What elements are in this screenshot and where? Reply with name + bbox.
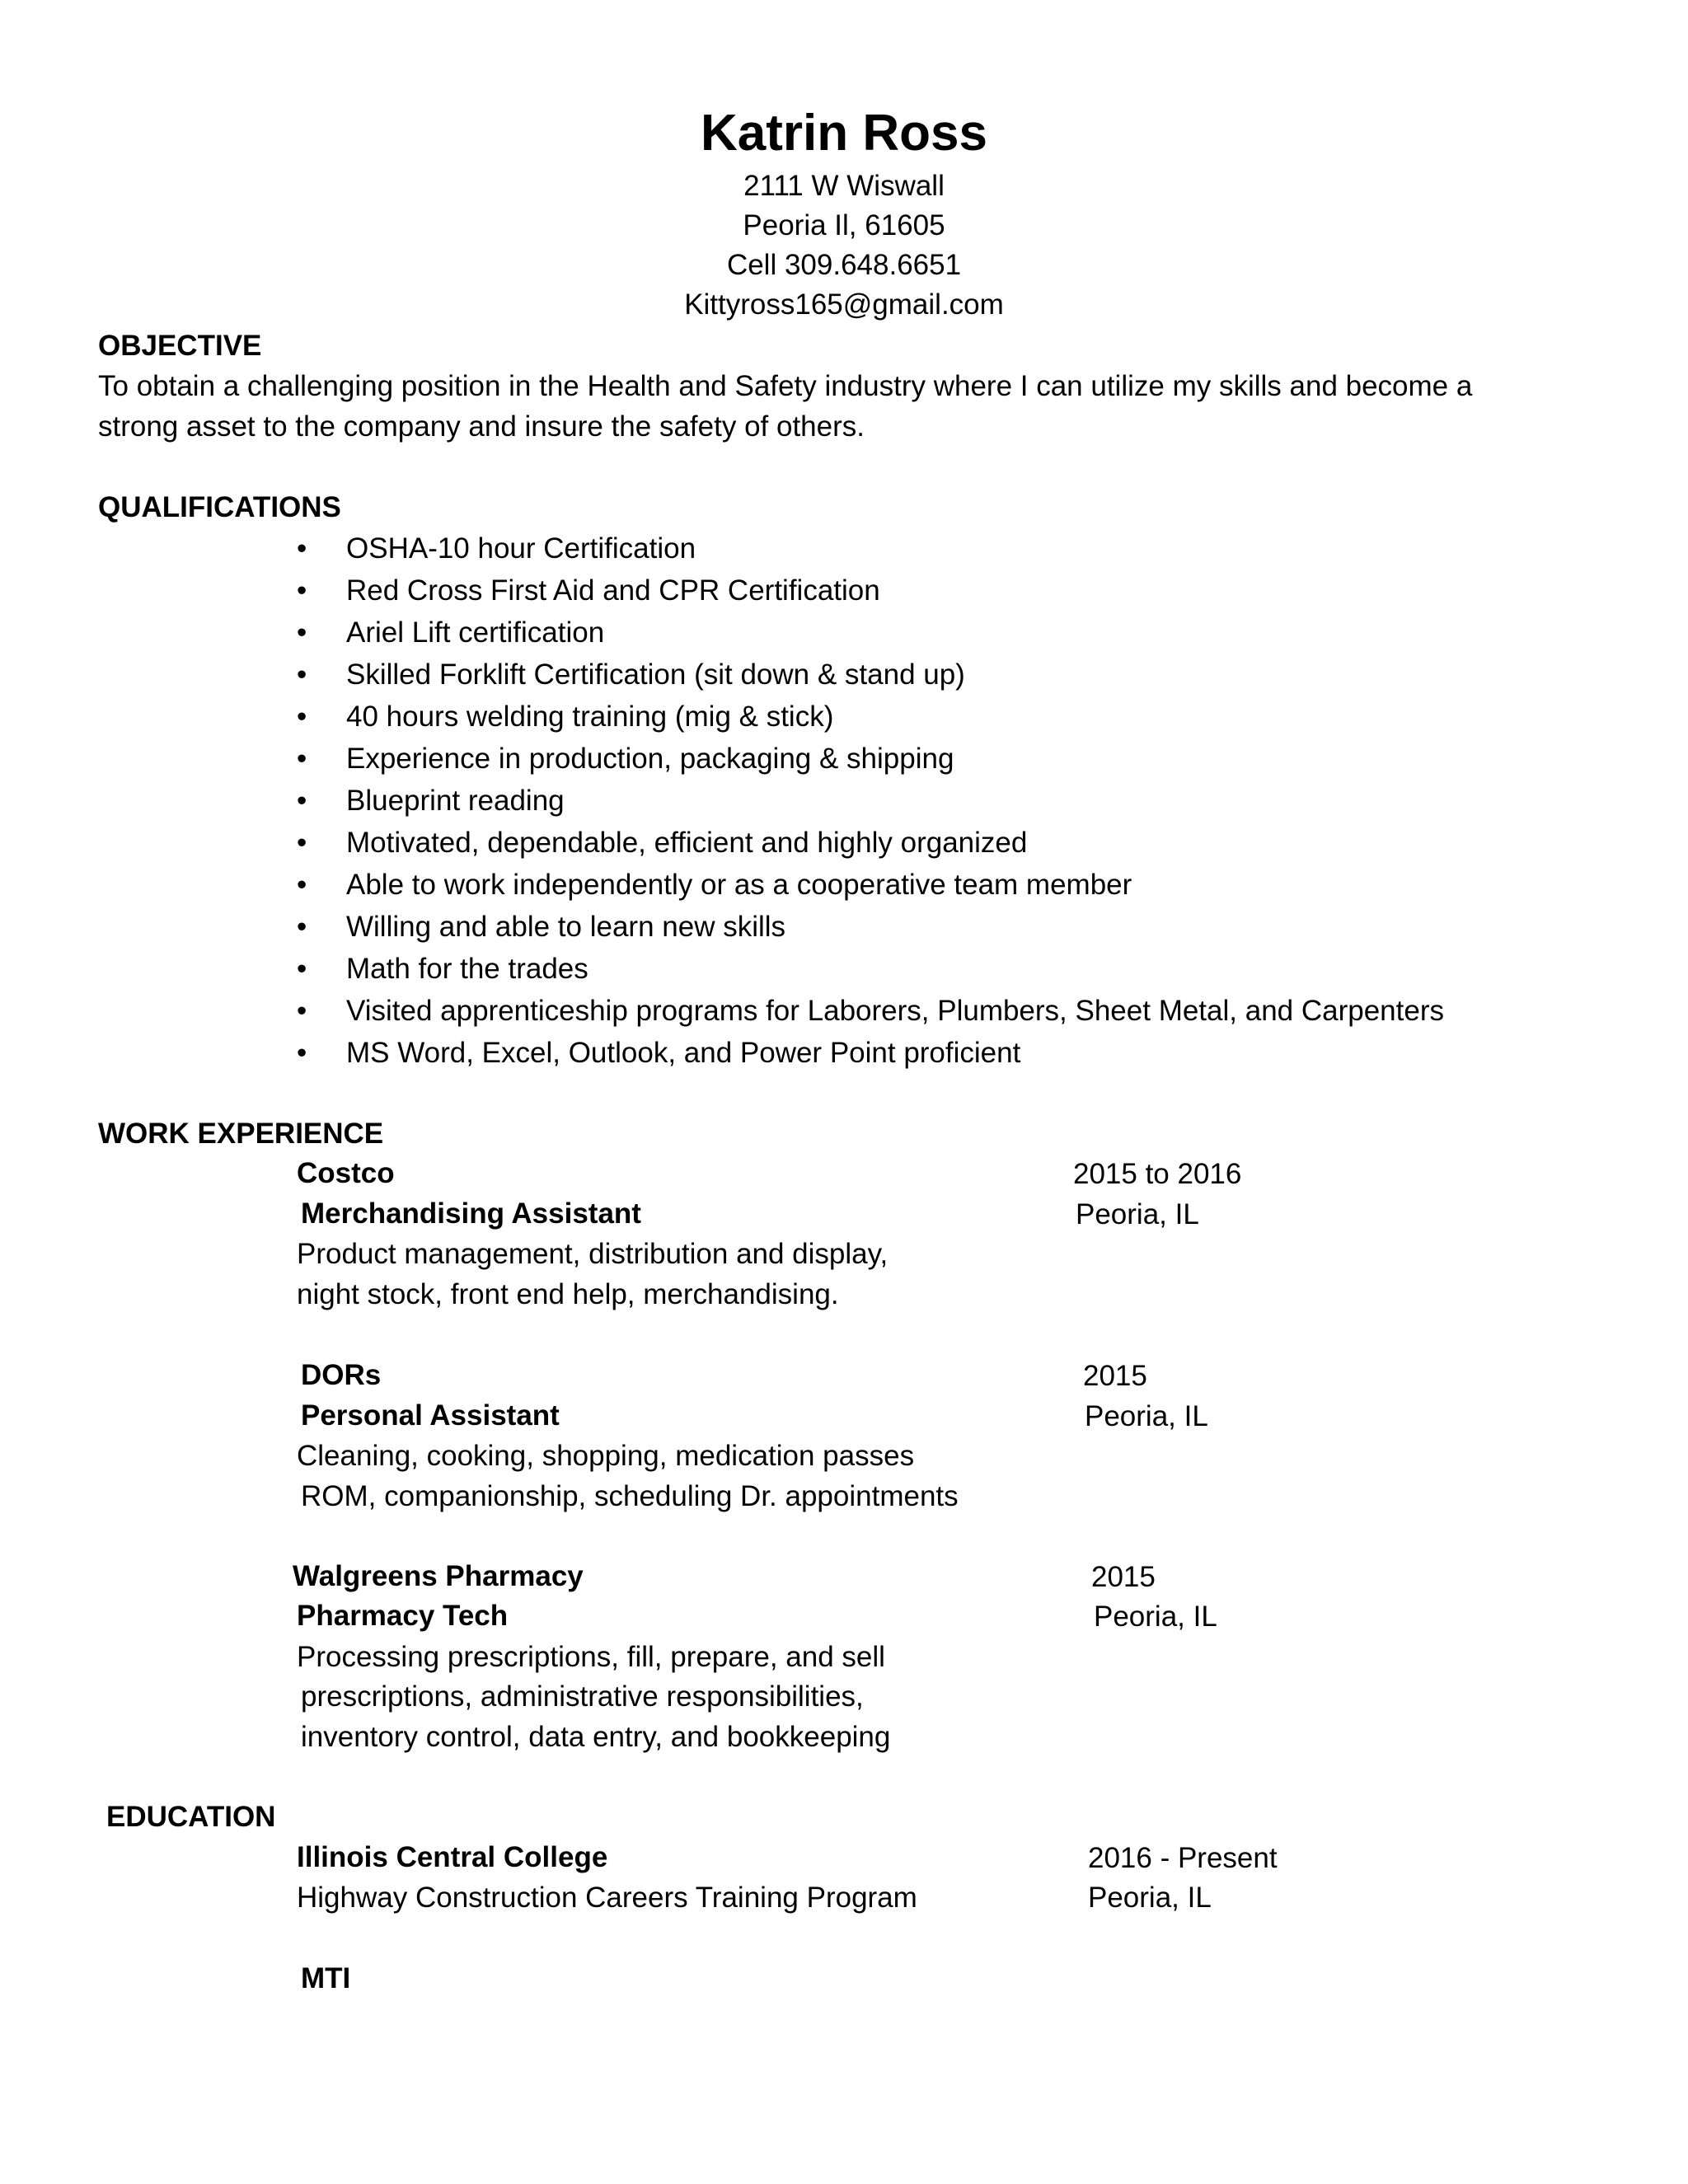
qualification-text: Motivated, dependable, efficient and highly organized	[346, 827, 1028, 859]
qualification-text: Blueprint reading	[346, 785, 565, 817]
bullet-icon: •	[297, 995, 307, 1027]
job-title: Merchandising Assistant	[301, 1197, 641, 1230]
qualification-text: Ariel Lift certification	[346, 616, 605, 649]
objective-heading: OBJECTIVE	[98, 330, 262, 362]
list-item	[297, 822, 1444, 864]
bullet-icon: •	[297, 953, 307, 985]
job-description-line: prescriptions, administrative responsibilities,	[301, 1680, 864, 1713]
bullet-icon: •	[297, 785, 307, 817]
bullet-icon: •	[297, 658, 307, 691]
job-description-line: Product management, distribution and display,	[297, 1238, 889, 1270]
qualification-text: MS Word, Excel, Outlook, and Power Point proficient	[346, 1037, 1021, 1069]
list-item	[297, 906, 1444, 948]
job-description-line: night stock, front end help, merchandising.	[297, 1278, 839, 1310]
email-address: Kittyross165@gmail.com	[684, 288, 1004, 321]
school-location: Peoria, IL	[1088, 1882, 1212, 1914]
bullet-icon: •	[297, 532, 307, 565]
school-name: MTI	[301, 1962, 351, 1994]
job-location: Peoria, IL	[1094, 1601, 1217, 1633]
list-item	[297, 738, 1444, 780]
school-program: Highway Construction Careers Training Program	[297, 1882, 917, 1914]
job-employer: Costco	[297, 1157, 395, 1189]
job-description-line: Cleaning, cooking, shopping, medication passes	[297, 1440, 915, 1472]
job-title: Pharmacy Tech	[297, 1600, 509, 1632]
list-item	[297, 527, 1444, 569]
qualification-text: OSHA-10 hour Certification	[346, 532, 696, 565]
education-heading: EDUCATION	[106, 1801, 276, 1833]
bullet-icon: •	[297, 911, 307, 943]
qualification-text: Math for the trades	[346, 953, 588, 985]
job-location: Peoria, IL	[1085, 1400, 1208, 1432]
qualification-text: 40 hours welding training (mig & stick)	[346, 701, 834, 733]
qualification-text: Experience in production, packaging & shipping	[346, 743, 954, 775]
bullet-icon: •	[297, 616, 307, 649]
job-dates: 2015	[1091, 1561, 1156, 1593]
bullet-icon: •	[297, 743, 307, 775]
job-description-line: ROM, companionship, scheduling Dr. appointments	[301, 1480, 959, 1512]
bullet-icon: •	[297, 869, 307, 901]
qualification-text: Visited apprenticeship programs for Laborers, Plumbers, Sheet Metal, and Carpenters	[346, 995, 1444, 1027]
school-dates: 2016 - Present	[1088, 1842, 1278, 1874]
job-description-line: Processing prescriptions, fill, prepare, and sell	[297, 1641, 885, 1673]
list-item	[297, 780, 1444, 822]
list-item	[297, 1032, 1444, 1074]
phone-number: Cell 309.648.6651	[726, 249, 962, 281]
list-item	[297, 654, 1444, 696]
objective-line-2: strong asset to the company and insure the safety of others.	[98, 410, 865, 443]
qualifications-heading: QUALIFICATIONS	[98, 491, 341, 523]
address-line-2: Peoria Il, 61605	[743, 209, 945, 241]
list-item	[297, 696, 1444, 738]
work-experience-heading: WORK EXPERIENCE	[98, 1118, 384, 1150]
job-employer: DORs	[301, 1359, 382, 1391]
job-dates: 2015	[1083, 1360, 1147, 1392]
job-title: Personal Assistant	[301, 1399, 560, 1432]
qualification-text: Red Cross First Aid and CPR Certification	[346, 574, 880, 607]
list-item	[297, 990, 1444, 1032]
qualifications-list	[297, 527, 1444, 1074]
bullet-icon: •	[297, 574, 307, 607]
bullet-icon: •	[297, 701, 307, 733]
job-employer: Walgreens Pharmacy	[293, 1560, 584, 1592]
qualification-text: Willing and able to learn new skills	[346, 911, 786, 943]
list-item	[297, 948, 1444, 990]
list-item	[297, 569, 1444, 612]
qualification-text: Skilled Forklift Certification (sit down & stand up)	[346, 658, 965, 691]
bullet-icon: •	[297, 1037, 307, 1069]
job-description-line: inventory control, data entry, and bookkeeping	[301, 1721, 891, 1753]
list-item	[297, 612, 1444, 654]
bullet-icon: •	[297, 827, 307, 859]
resume-name: Katrin Ross	[701, 105, 987, 162]
objective-line-1: To obtain a challenging position in the Health and Safety industry where I can utilize my skills and become a	[98, 370, 1473, 402]
job-dates: 2015 to 2016	[1073, 1158, 1242, 1190]
address-line-1: 2111 W Wiswall	[743, 170, 945, 202]
school-name: Illinois Central College	[297, 1841, 608, 1873]
job-location: Peoria, IL	[1076, 1198, 1199, 1230]
qualification-text: Able to work independently or as a cooperative team member	[346, 869, 1132, 901]
list-item	[297, 864, 1444, 906]
